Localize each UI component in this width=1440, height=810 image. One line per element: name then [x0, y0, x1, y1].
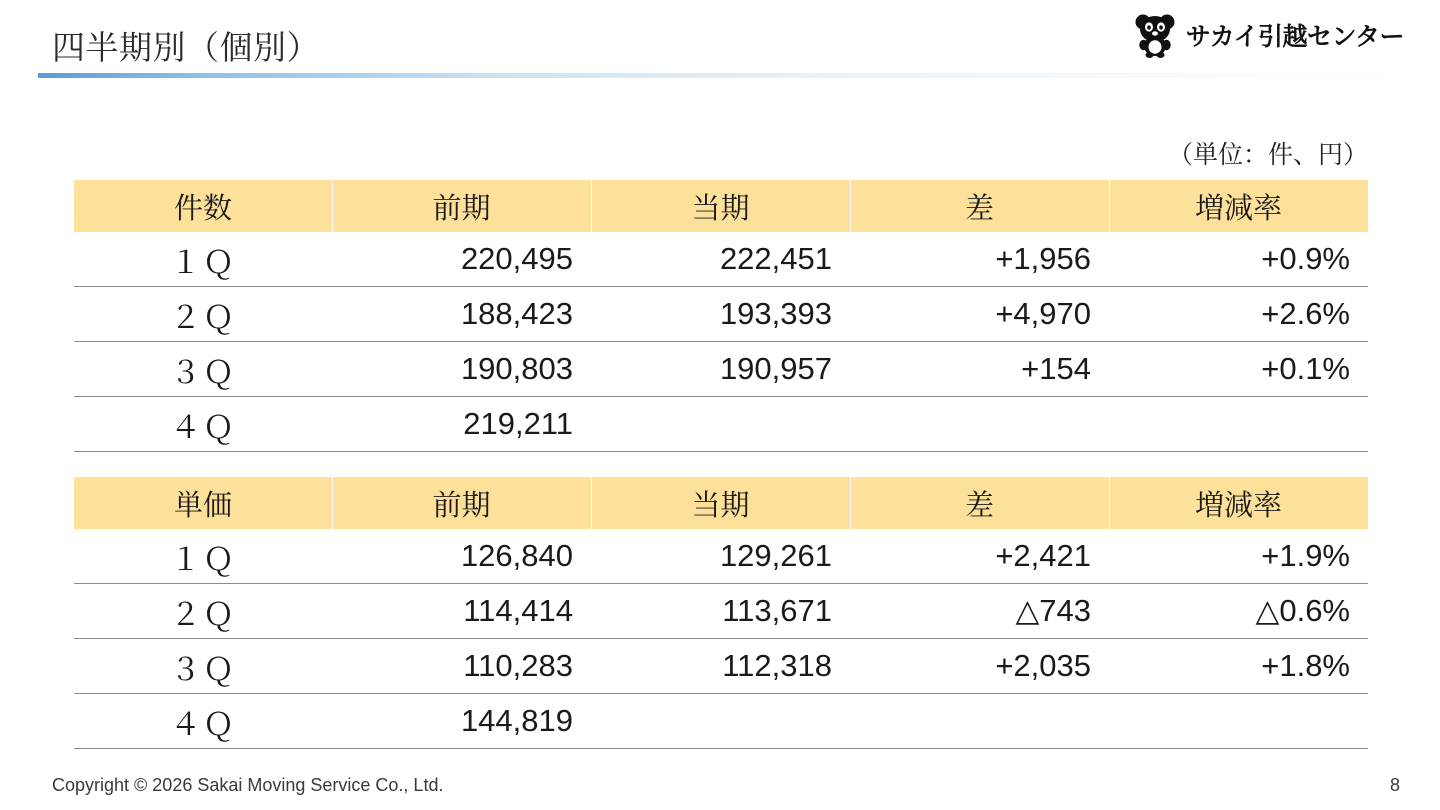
- brand-name: サカイ引越センター: [1185, 23, 1404, 51]
- table-header-cell: 当期: [591, 180, 850, 232]
- row-label: ４Ｑ: [74, 694, 332, 749]
- cell-rate: +2.6%: [1109, 287, 1368, 342]
- row-label: ２Ｑ: [74, 584, 332, 639]
- cell-rate: +1.8%: [1109, 639, 1368, 694]
- cell-diff: △743: [850, 584, 1109, 639]
- cell-prev: 188,423: [332, 287, 591, 342]
- row-label: １Ｑ: [74, 529, 332, 584]
- cell-curr: 190,957: [591, 342, 850, 397]
- row-label: ３Ｑ: [74, 342, 332, 397]
- unitprice-table-block: [74, 477, 1368, 749]
- table-header-cell: 単価: [74, 477, 332, 529]
- cell-curr: 222,451: [591, 232, 850, 287]
- row-label: ３Ｑ: [74, 639, 332, 694]
- title-divider: [38, 73, 1400, 78]
- page-title: 四半期別（個別）: [52, 29, 320, 66]
- row-label: ２Ｑ: [74, 287, 332, 342]
- cell-diff: +2,035: [850, 639, 1109, 694]
- cell-diff: +4,970: [850, 287, 1109, 342]
- cell-prev: 114,414: [332, 584, 591, 639]
- row-label: ４Ｑ: [74, 397, 332, 452]
- cell-rate: △0.6%: [1109, 584, 1368, 639]
- cell-curr: 112,318: [591, 639, 850, 694]
- cell-curr: 113,671: [591, 584, 850, 639]
- cell-prev: 144,819: [332, 694, 591, 749]
- brand-logo: [1132, 12, 1404, 58]
- counts-table-block: [74, 180, 1368, 452]
- table-row: [74, 529, 1368, 584]
- table-row: [74, 694, 1368, 749]
- cell-prev: 110,283: [332, 639, 591, 694]
- cell-prev: 126,840: [332, 529, 591, 584]
- cell-diff: +1,956: [850, 232, 1109, 287]
- table-row: [74, 232, 1368, 287]
- table-row: [74, 287, 1368, 342]
- cell-curr: [591, 397, 850, 452]
- cell-curr: 193,393: [591, 287, 850, 342]
- table-header-cell: 増減率: [1109, 477, 1368, 529]
- cell-curr: [591, 694, 850, 749]
- page-number: 8: [1389, 775, 1400, 795]
- cell-diff: +2,421: [850, 529, 1109, 584]
- unit-note: （単位：件、円）: [1167, 141, 1368, 169]
- table-header-cell: 前期: [332, 477, 591, 529]
- cell-curr: 129,261: [591, 529, 850, 584]
- table-header-cell: 前期: [332, 180, 591, 232]
- table-header-cell: 差: [850, 180, 1109, 232]
- cell-rate: +1.9%: [1109, 529, 1368, 584]
- table-header-row: [74, 477, 1368, 529]
- table-header-cell: 差: [850, 477, 1109, 529]
- row-label: １Ｑ: [74, 232, 332, 287]
- cell-prev: 219,211: [332, 397, 591, 452]
- counts-table: [74, 180, 1368, 452]
- table-header-cell: 件数: [74, 180, 332, 232]
- table-row: [74, 584, 1368, 639]
- table-header-row: [74, 180, 1368, 232]
- cell-rate: +0.9%: [1109, 232, 1368, 287]
- table-header-cell: 当期: [591, 477, 850, 529]
- cell-diff: [850, 397, 1109, 452]
- panda-logo-icon: [1132, 12, 1178, 58]
- cell-rate: [1109, 397, 1368, 452]
- table-row: [74, 342, 1368, 397]
- cell-rate: +0.1%: [1109, 342, 1368, 397]
- table-row: [74, 397, 1368, 452]
- copyright-text: Copyright © 2026 Sakai Moving Service Co., Ltd.: [52, 775, 444, 795]
- cell-diff: [850, 694, 1109, 749]
- table-header-cell: 増減率: [1109, 180, 1368, 232]
- cell-rate: [1109, 694, 1368, 749]
- cell-diff: +154: [850, 342, 1109, 397]
- table-row: [74, 639, 1368, 694]
- cell-prev: 190,803: [332, 342, 591, 397]
- unitprice-table: [74, 477, 1368, 749]
- cell-prev: 220,495: [332, 232, 591, 287]
